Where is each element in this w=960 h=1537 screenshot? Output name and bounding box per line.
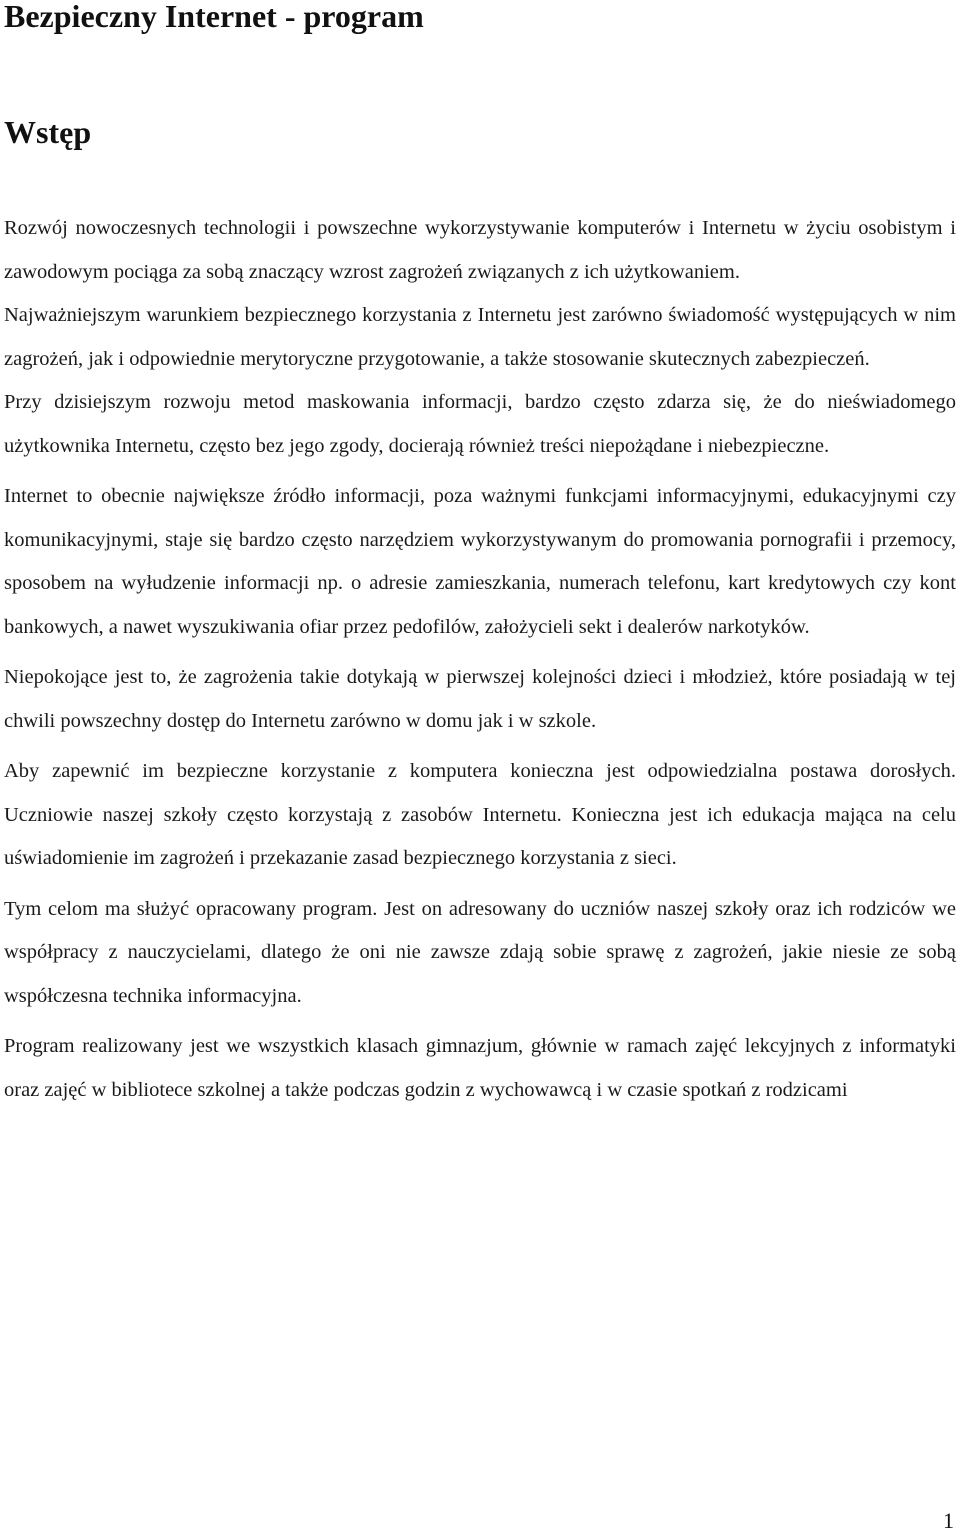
section-heading-intro: Wstęp [4,114,92,150]
paragraph-8: Program realizowany jest we wszystkich klasach gimnazjum, głównie w ramach zajęć lekcyjnych z informatyki oraz zajęć w bibliotece szkolnej a także podczas godzin z wychowawcą i w czasie spotkań z rodzicami [4,1035,956,1101]
paragraph-5: Niepokojące jest to, że zagrożenia takie dotykają w pierwszej kolejności dzieci i młodzież, które posiadają w tej chwili powszechny dostęp do Internetu zarówno w domu jak i w szkole. [4,666,956,732]
paragraph-3: Przy dzisiejszym rozwoju metod maskowania informacji, bardzo często zdarza się, że do nieświadomego użytkownika Internetu, często bez jego zgody, docierają również treści niepożądane i niebezpieczne. [4,391,956,457]
document-body [4,207,956,1119]
paragraph-7: Tym celom ma służyć opracowany program. Jest on adresowany do uczniów naszej szkoły oraz ich rodziców we współpracy z nauczycielami, dlatego że oni nie zawsze zdają sobie sprawę z zagrożeń, jakie niesie ze sobą współczesna technika informacyjna. [4,897,956,1007]
paragraph-6: Aby zapewnić im bezpieczne korzystanie z komputera konieczna jest odpowiedzialna postawa dorosłych. Uczniowie naszej szkoły często korzystają z zasobów Internetu. Konieczna jest ich edukacja mająca na celu uświadomienie im zagrożeń i przekazanie zasad bezpiecznego korzystania z sieci. [4,760,956,869]
paragraph-2: Najważniejszym warunkiem bezpiecznego korzystania z Internetu jest zarówno świadomość występujących w nim zagrożeń, jak i odpowiednie merytoryczne przygotowanie, a także stosowanie skutecznych zabezpieczeń. [4,304,956,370]
paragraph-4: Internet to obecnie największe źródło informacji, poza ważnymi funkcjami informacyjnymi, edukacyjnymi czy komunikacyjnymi, staje się bardzo często narzędziem wykorzystywanym do promowania pornografii i przemocy, sposobem na wyłudzenie informacji np. o adresie zamieszkania, numerach telefonu, kart kredytowych czy kont bankowych, a nawet wyszukiwania ofiar przez pedofilów, założycieli sekt i dealerów narkotyków. [4,485,956,638]
page-number: 1 [943,1508,954,1533]
document-title: Bezpieczny Internet - program [4,0,424,34]
paragraph-1: Rozwój nowoczesnych technologii i powszechne wykorzystywanie komputerów i Internetu w życiu osobistym i zawodowym pociąga za sobą znaczący wzrost zagrożeń związanych z ich użytkowaniem. [4,217,956,283]
